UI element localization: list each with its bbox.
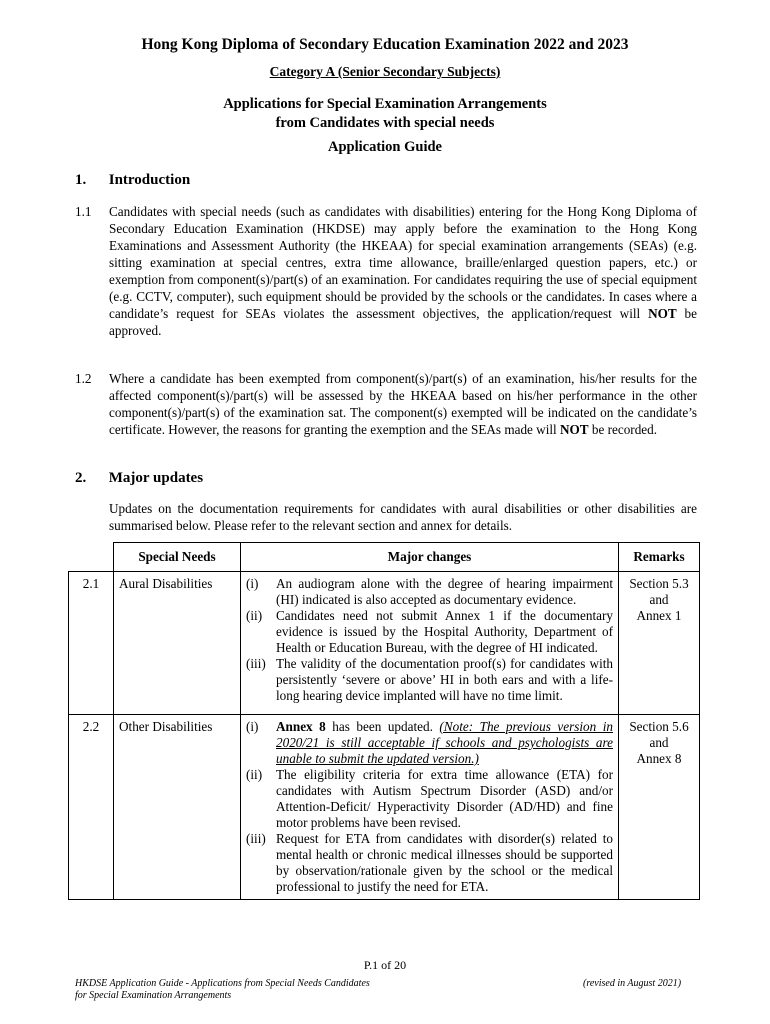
page-number: P.1 of 20 xyxy=(363,958,407,972)
special-need: Other Disabilities xyxy=(114,715,241,900)
list-item xyxy=(246,831,613,895)
document-title: Hong Kong Diploma of Secondary Education Examination 2022 and 2023 xyxy=(141,36,629,53)
remark-section: Section 5.6 xyxy=(629,719,689,734)
remark-and: and xyxy=(649,735,669,750)
section-number: 2. xyxy=(75,470,87,486)
list-marker: (iii) xyxy=(246,831,266,846)
remark-section: Section 5.3 xyxy=(629,576,689,591)
header-major-changes: Major changes xyxy=(241,543,619,572)
paragraph-1-1 xyxy=(75,203,697,339)
annex-bold: Annex 8 xyxy=(276,719,326,734)
subtitle-line-1: Applications for Special Examination Arrangements xyxy=(223,96,547,112)
note-text: (Note: The previous version in 2020/21 is still acceptable if schools and psychologists are unable to submit the updated version.) xyxy=(276,719,614,766)
footer-left-line-2: for Special Examination Arrangements xyxy=(75,990,232,1001)
section-title: Introduction xyxy=(108,172,191,188)
paragraph-number: 1.1 xyxy=(75,204,92,219)
list-item xyxy=(246,576,613,608)
footer-left xyxy=(75,978,370,1002)
bold-text: NOT xyxy=(560,422,589,437)
list-marker: (ii) xyxy=(246,767,263,782)
text-run: be recorded. xyxy=(588,422,658,437)
list-text: The eligibility criteria for extra time allowance (ETA) for candidates with Autism Spectrum Disorder (ASD) and/or Attention-Deficit/ Hyperactivity Disorder (AD/HD) and fine motor problems have been revised. xyxy=(276,767,613,830)
section-2-heading xyxy=(75,470,203,487)
header-remarks: Remarks xyxy=(619,543,700,572)
footer-left-line-1: HKDSE Application Guide - Applications from Special Needs Candidates xyxy=(75,978,370,989)
section-title: Major updates xyxy=(108,470,204,486)
list-text: An audiogram alone with the degree of hearing impairment (HI) indicated is also accepted as documentary evidence. xyxy=(276,576,613,607)
list-item xyxy=(246,719,613,767)
paragraph-1-2 xyxy=(75,370,697,438)
remark-and: and xyxy=(649,592,669,607)
list-text: has been updated. xyxy=(325,719,440,734)
list-text: Candidates need not submit Annex 1 if the documentary evidence is issued by the Hospital Authority, Department of Health or Education Bureau, with the degree of HI indicated. xyxy=(276,608,613,655)
bold-text: NOT xyxy=(648,306,677,321)
footer-revision: (revised in August 2021) xyxy=(583,978,682,989)
subtitle xyxy=(0,95,770,133)
list-marker: (i) xyxy=(246,719,259,734)
text-run: be approved. xyxy=(109,306,697,338)
list-marker: (iii) xyxy=(246,656,266,671)
list-marker: (i) xyxy=(246,576,259,591)
blank-cell xyxy=(69,543,114,572)
paragraph-number: 1.2 xyxy=(75,371,92,386)
updates-intro: Updates on the documentation requirements for candidates with aural disabilities or other disabilities are summarised below. Please refer to the relevant section and annex for details. xyxy=(109,501,697,533)
text-run: Where a candidate has been exempted from component(s)/part(s) of an examination, his/her results for the affected component(s)/part(s) will be assessed by the HKEAA based on his/her performance in the other component(s)/part(s) of the examination sat. The component(s) exempted will be indicated on the candidate’s certificate. However, the reasons for granting the exemption and the SEAs made will xyxy=(109,371,697,437)
row-number: 2.1 xyxy=(69,572,114,715)
remark-annex: Annex 8 xyxy=(636,751,682,766)
special-need: Aural Disabilities xyxy=(114,572,241,715)
section-number: 1. xyxy=(75,172,87,188)
major-changes-cell xyxy=(241,572,619,715)
row-number: 2.2 xyxy=(69,715,114,900)
list-item xyxy=(246,656,613,710)
table-header-row xyxy=(69,543,700,572)
paragraph-text xyxy=(109,370,697,438)
major-updates-table xyxy=(68,542,700,900)
list-item xyxy=(246,767,613,831)
list-marker: (ii) xyxy=(246,608,263,623)
table-row xyxy=(69,572,700,715)
application-guide-heading: Application Guide xyxy=(327,139,442,155)
remarks-cell xyxy=(619,572,700,715)
header-special-needs: Special Needs xyxy=(114,543,241,572)
list-item xyxy=(246,608,613,656)
list-text: The validity of the documentation proof(s) for candidates with persistently ‘severe or above’ HI in both ears and with a life-long hearing device implanted will have no time limit. xyxy=(276,656,613,703)
subtitle-line-2: from Candidates with special needs xyxy=(275,115,495,131)
paragraph-text xyxy=(109,203,697,339)
remarks-cell xyxy=(619,715,700,900)
remark-annex: Annex 1 xyxy=(636,608,682,623)
section-1-heading xyxy=(75,172,190,189)
category-heading: Category A (Senior Secondary Subjects) xyxy=(269,64,501,79)
list-text: Request for ETA from candidates with disorder(s) related to mental health or chronic medical illnesses should be supported by observation/rationale given by the school or the medical professional to justify the need for ETA. xyxy=(276,831,613,894)
table-row xyxy=(69,715,700,900)
text-run: Candidates with special needs (such as candidates with disabilities) entering for the Hong Kong Diploma of Secondary Education Examination (HKDSE) may apply before the examination to the Hong Kong Examinations and Assessment Authority (the HKEAA) for special examination arrangements (SEAs) (e.g. sitting examination at special centres, extra time allowance, braille/enlarged question papers, etc.) or exemption from component(s)/part(s) of an examination. For candidates requiring the use of special equipment (e.g. CCTV, computer), such equipment should be provided by the schools or the candidates. In cases where a candidate’s request for SEAs violates the assessment objectives, the application/request will xyxy=(109,204,697,321)
major-changes-cell xyxy=(241,715,619,900)
